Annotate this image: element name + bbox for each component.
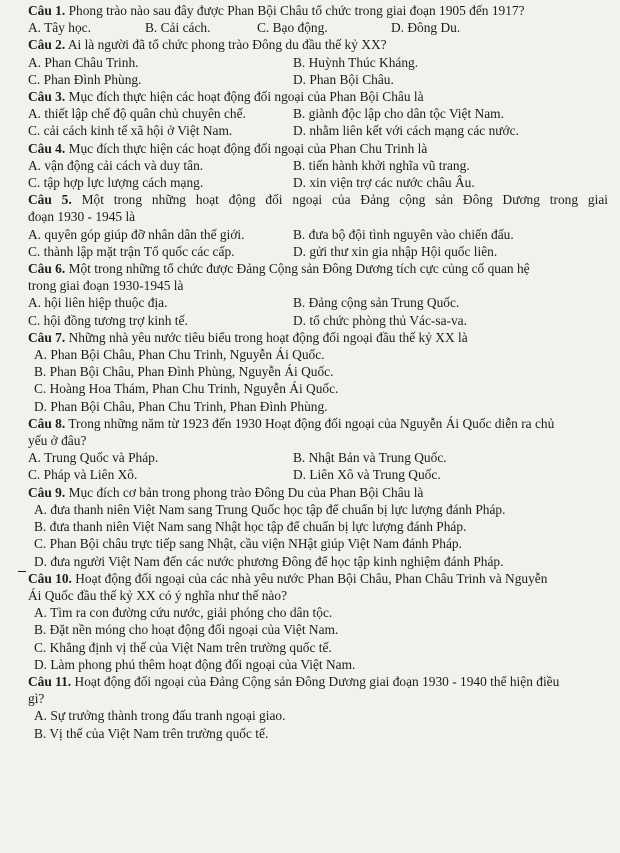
option-d[interactable]: D. Làm phong phú thêm hoạt động đối ngoại của Việt Nam.: [34, 656, 356, 672]
option-d[interactable]: D. xin viện trợ các nước châu Âu.: [293, 175, 475, 191]
options-row: [28, 122, 608, 139]
question-1: [28, 2, 608, 19]
options-row: [28, 466, 608, 483]
option-b[interactable]: B. giành độc lập cho dân tộc Việt Nam.: [293, 106, 504, 122]
question-11: [28, 673, 608, 690]
question-text: Hoạt động đối ngoại của Đảng Cộng sản Đông Dương giai đoạn 1930 - 1940 thể hiện điều: [74, 673, 560, 689]
question-6: [28, 260, 608, 277]
question-text: Những nhà yêu nước tiêu biểu trong hoạt động đối ngoại đầu thế kỷ XX là: [68, 329, 468, 345]
question-5: [28, 191, 608, 208]
option-a[interactable]: A. thiết lập chế độ quân chủ chuyên chế.: [28, 106, 246, 122]
question-text: Ai là người đã tổ chức phong trào Đông du đầu thế kỷ XX?: [67, 37, 387, 53]
options-row: [28, 449, 608, 466]
option-d[interactable]: D. Liên Xô và Trung Quốc.: [293, 467, 441, 483]
option-b[interactable]: B. Huỳnh Thúc Kháng.: [293, 54, 419, 70]
question-6-cont: trong giai đoạn 1930-1945 là: [28, 278, 184, 294]
question-3: [28, 88, 608, 105]
option-b[interactable]: B. đưa bộ đội tình nguyên vào chiến đấu.: [293, 226, 514, 242]
option-d[interactable]: D. nhằm liên kết với cách mạng các nước.: [293, 123, 519, 139]
options-row: [28, 157, 608, 174]
option-a[interactable]: A. vận động cải cách và duy tân.: [28, 157, 204, 173]
question-4: [28, 140, 608, 157]
options-row: [28, 174, 608, 191]
option-b[interactable]: B. Đặt nền móng cho hoạt động đối ngoại của Việt Nam.: [34, 622, 339, 638]
option-c[interactable]: C. Pháp và Liên Xô.: [28, 467, 138, 483]
option-d[interactable]: D. gửi thư xin gia nhập Hội quốc liên.: [293, 243, 498, 259]
options-row: [28, 226, 608, 243]
question-text: Mục đích thực hiện các hoạt động đối ngoại của Phan Bội Châu là: [68, 89, 424, 105]
option-c[interactable]: C. Phan Đình Phùng.: [28, 71, 142, 87]
option-c[interactable]: C. hội đồng tương trợ kinh tế.: [28, 312, 188, 328]
question-number: Câu 1.: [28, 3, 66, 18]
option-b[interactable]: B. Cải cách.: [145, 20, 211, 36]
question-text: Mục đích thực hiện các hoạt động đối ngoại của Phan Chu Trinh là: [68, 140, 428, 156]
option-a[interactable]: A. đưa thanh niên Việt Nam sang Trung Quốc học tập để chuẩn bị lực lượng đánh Pháp.: [34, 501, 506, 517]
option-d[interactable]: D. Phan Bội Châu, Phan Chu Trinh, Phan Đình Phùng.: [34, 398, 328, 414]
question-7: [28, 329, 608, 346]
question-number: Câu 5.: [28, 192, 72, 208]
question-11-cont: gì?: [28, 691, 45, 707]
option-a[interactable]: A. Phan Bội Châu, Phan Chu Trinh, Nguyễn Ái Quốc.: [34, 347, 325, 363]
question-8: [28, 415, 608, 432]
option-a[interactable]: A. Phan Châu Trinh.: [28, 54, 139, 70]
question-10-cont: Ái Quốc đầu thế kỷ XX có ý nghĩa như thế nào?: [28, 587, 288, 603]
options-row: [28, 312, 608, 329]
question-9: [28, 484, 608, 501]
question-number: Câu 2.: [28, 37, 66, 53]
question-5-cont: đoạn 1930 - 1945 là: [28, 209, 136, 225]
options-row: [28, 294, 608, 311]
option-d[interactable]: D. Phan Bội Châu.: [293, 71, 394, 87]
options-row: [28, 243, 608, 260]
question-text: Một trong những tổ chức được Đảng Cộng sản Đông Dương tích cực củng cố quan hệ: [68, 261, 530, 277]
question-number: Câu 7.: [28, 329, 66, 345]
option-c[interactable]: C. thành lập mặt trận Tổ quốc các cấp.: [28, 243, 235, 259]
option-c[interactable]: C. Phan Bội châu trực tiếp sang Nhật, cầu viện NHật giúp Việt Nam đánh Pháp.: [34, 536, 462, 552]
option-b[interactable]: B. Nhật Bản và Trung Quốc.: [293, 450, 447, 466]
options-row: [28, 19, 608, 36]
question-text: Hoạt động đối ngoại của các nhà yêu nước Phan Bội Châu, Phan Châu Trinh và Nguyễn: [75, 570, 548, 586]
question-text: Trong những năm từ 1923 đến 1930 Hoạt động đối ngoại của Nguyễn Ái Quốc diễn ra chủ: [68, 415, 555, 431]
options-row: [28, 105, 608, 122]
question-text: Mục đích cơ bản trong phong trào Đông Du của Phan Bội Châu là: [68, 484, 424, 500]
option-a[interactable]: A. Sự trưởng thành trong đấu tranh ngoại giao.: [34, 708, 286, 724]
question-number: Câu 4.: [28, 140, 66, 156]
option-c[interactable]: C. Hoàng Hoa Thám, Phan Chu Trinh, Nguyễn Ái Quốc.: [34, 381, 339, 397]
question-10: [28, 570, 608, 587]
question-number: Câu 3.: [28, 89, 66, 105]
option-c[interactable]: C. Bạo động.: [257, 20, 328, 36]
option-c[interactable]: C. tập hợp lực lượng cách mạng.: [28, 175, 204, 191]
options-row: [28, 54, 608, 71]
question-number: Câu 8.: [28, 415, 66, 431]
option-a[interactable]: A. hội liên hiệp thuộc địa.: [28, 295, 168, 311]
question-text: Một trong những hoạt động đối ngoại của Đảng cộng sản Đông Dương trong giai: [81, 192, 608, 208]
option-a[interactable]: A. Tìm ra con đường cứu nước, giải phóng cho dân tộc.: [34, 605, 333, 621]
option-b[interactable]: B. tiến hành khởi nghĩa vũ trang.: [293, 157, 470, 173]
question-number: Câu 6.: [28, 261, 66, 277]
option-b[interactable]: B. Vị thế của Việt Nam trên trường quốc tế.: [34, 725, 269, 741]
pen-mark: [18, 571, 26, 572]
option-b[interactable]: B. đưa thanh niên Việt Nam sang Nhật học tập để chuẩn bị lực lượng đánh Pháp.: [34, 519, 467, 535]
option-a[interactable]: A. Trung Quốc và Pháp.: [28, 450, 159, 466]
question-2: [28, 36, 608, 53]
option-a[interactable]: A. quyên góp giúp đỡ nhân dân thế giới.: [28, 226, 245, 242]
options-row: [28, 71, 608, 88]
question-number: Câu 11.: [28, 673, 72, 689]
question-text: Phong trào nào sau đây được Phan Bội Châu tổ chức trong giai đoạn 1905 đến 1917?: [68, 3, 525, 18]
question-number: Câu 9.: [28, 484, 66, 500]
option-d[interactable]: D. Đông Du.: [391, 20, 461, 36]
question-8-cont: yếu ở đâu?: [28, 433, 87, 449]
option-a[interactable]: A. Tây học.: [28, 20, 91, 36]
question-number: Câu 10.: [28, 570, 72, 586]
option-c[interactable]: C. cải cách kinh tế xã hội ở Việt Nam.: [28, 123, 233, 139]
option-d[interactable]: D. tổ chức phòng thủ Vác-sa-va.: [293, 312, 467, 328]
option-c[interactable]: C. Khẳng định vị thế của Việt Nam trên trường quốc tế.: [34, 639, 332, 655]
option-b[interactable]: B. Phan Bội Châu, Phan Đình Phùng, Nguyễn Ái Quốc.: [34, 364, 334, 380]
option-b[interactable]: B. Đảng cộng sản Trung Quốc.: [293, 295, 460, 311]
option-d[interactable]: D. đưa người Việt Nam đến các nước phương Đông để học tập kinh nghiệm đánh Pháp.: [34, 553, 504, 569]
